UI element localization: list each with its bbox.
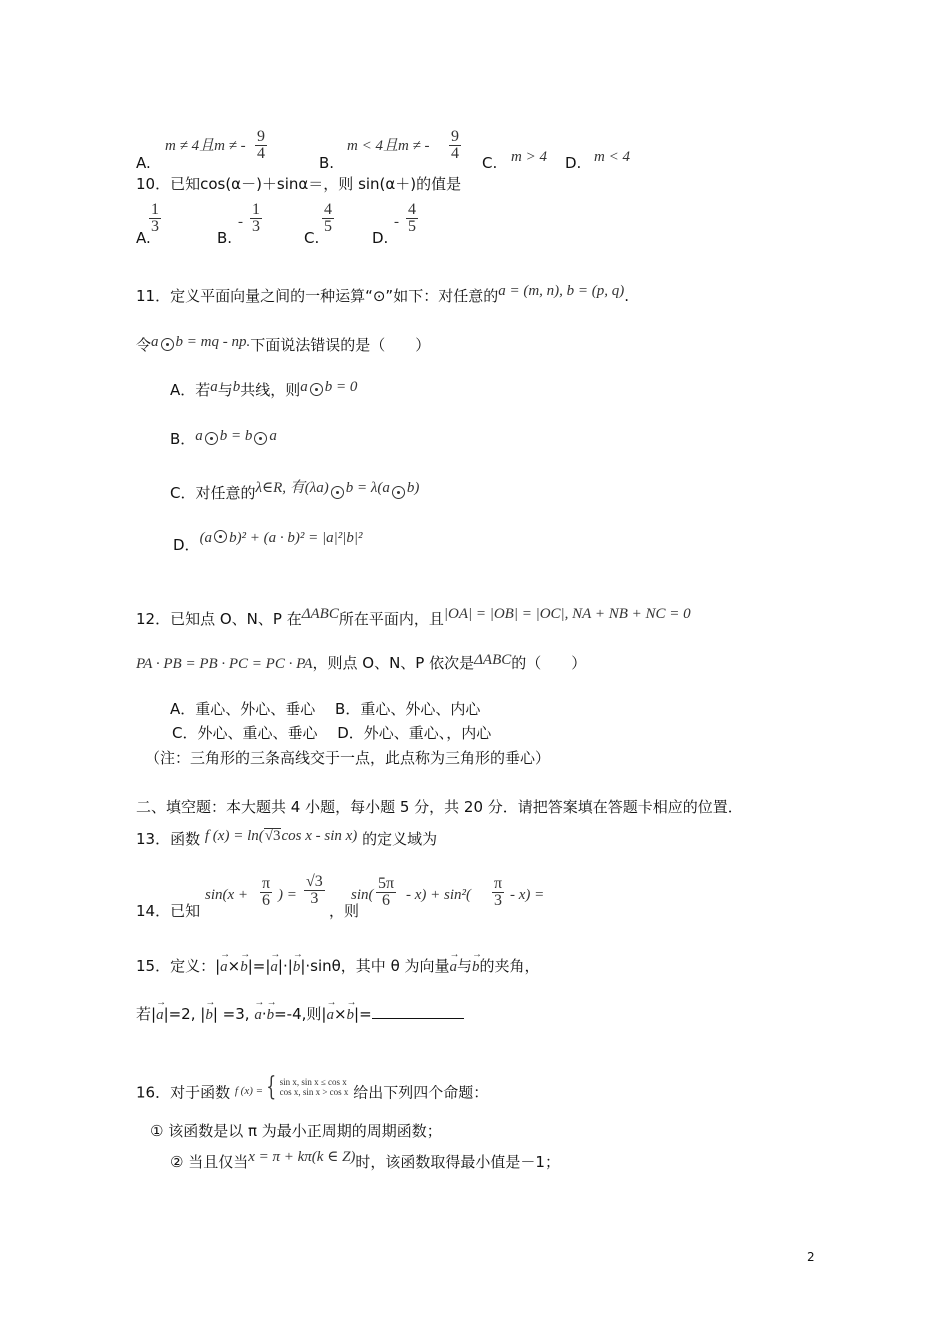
vector-b-icon: → b <box>267 1005 275 1023</box>
q9-option-d-expr: m < 4 <box>594 149 630 165</box>
q15-answer-blank[interactable] <box>372 1018 464 1019</box>
vector-a-icon: → a <box>450 957 458 975</box>
vector-a-icon: → a <box>220 957 228 975</box>
q10-option-d-fraction: $\frac{4}{5}$ <box>408 201 416 235</box>
vector-b-icon: → b <box>347 1005 355 1023</box>
q14-frac-pi-3: $\frac{\pi}{3}$ <box>494 875 503 909</box>
q9-option-a-fraction: $\frac{9}{4}$ <box>257 128 265 162</box>
q11-option-b: B．a b = b a <box>170 428 277 448</box>
vector-a-icon: → a <box>254 1005 262 1023</box>
q9-option-a-expr: m ≠ 4且m ≠ - <box>165 138 246 154</box>
q10-option-d-label: D. <box>372 229 389 247</box>
odot-operator-icon <box>161 338 174 351</box>
q12-dot-products: PA · PB = PB · PC = PC · PA <box>136 656 313 672</box>
q15-line2: 若|→ a|=2, |→ b| =3, → a·→ b=-4,则|→ a×→ b|= <box>136 1005 464 1023</box>
odot-operator-icon <box>392 486 405 499</box>
odot-operator-icon <box>214 530 227 543</box>
q13: 13．函数 f (x) = ln(√3cos x - sin x) 的定义域为 <box>136 828 438 848</box>
brace-icon: { <box>266 1072 277 1102</box>
section2-heading: 二、填空题：本大题共 4 小题，每小题 5 分，共 20 分．请把答案填在答题卡相应的位置． <box>136 798 743 816</box>
q10-option-c-label: C. <box>304 229 320 247</box>
q9-option-c-expr: m > 4 <box>511 149 547 165</box>
sqrt-icon: √3 <box>264 828 281 844</box>
q12-condition: |OA| = |OB| = |OC|, NA + NB + NC = 0 <box>443 606 691 622</box>
q10-option-a-label: A. <box>136 229 151 247</box>
odot-operator-icon <box>205 432 218 445</box>
q16-item-2: ② 当且仅当x = π + kπ(k ∈ Z)时，该函数取得最小值是－1； <box>170 1149 560 1171</box>
q10-option-a-fraction: $\frac{1}{3}$ <box>151 201 159 235</box>
q11-definition: 令a b = mq - np.下面说法错误的是（ ） <box>136 334 431 354</box>
q15-line1: 15．定义：|→ a×→ b|=|→ a|·|→ b|·sinθ，其中 θ 为向量→ a与→ b的夹角， <box>136 957 540 975</box>
q14-frac-sqrt3-3: $\frac{√3}{3}$ <box>306 873 323 907</box>
q11-stem: 11．定义平面向量之间的一种运算“⊙”如下：对任意的a = (m, n), b = (p, q). <box>136 283 630 305</box>
vector-a-icon: → a <box>156 1005 164 1023</box>
odot-operator-icon <box>331 486 344 499</box>
q11-vector-def: a = (m, n), b = (p, q) <box>498 283 625 299</box>
odot-operator-icon <box>254 432 267 445</box>
q12-line2: PA · PB = PB · PC = PC · PA，则点 O、N、P 依次是ΔABC的（ ） <box>136 652 587 672</box>
q9-option-b-fraction: $\frac{9}{4}$ <box>451 128 459 162</box>
q10-stem: 10．已知cos(α－)＋sinα＝，则 sin(α＋)的值是 <box>136 175 462 193</box>
vector-a-icon: → a <box>270 957 278 975</box>
q9-option-c-label: C. <box>482 154 498 172</box>
q12-options-ab: A．重心、外心、垂心 B．重心、外心、内心 <box>170 700 481 718</box>
q9-option-b-expr: m < 4且m ≠ - <box>347 138 430 154</box>
q16-stem: 16．对于函数 $^{f (x) =}$ { sin x, sin x ≤ cos x cos x, sin x > cos x 给出下列四个命题： <box>136 1072 489 1102</box>
vector-b-icon: → b <box>205 1005 213 1023</box>
q9-option-a-label: A. <box>136 154 151 172</box>
q10-option-b-fraction: $\frac{1}{3}$ <box>252 201 260 235</box>
page-number: 2 <box>807 1250 815 1264</box>
q14-frac-pi-6: $\frac{\pi}{6}$ <box>262 875 271 909</box>
q11-option-a: A．若a与b共线，则a b = 0 <box>170 379 358 399</box>
q9-option-b-label: B. <box>319 154 335 172</box>
q9-option-d-label: D. <box>565 154 582 172</box>
vector-b-icon: → b <box>293 957 301 975</box>
q11-option-c: C．对任意的λ∈R, 有(λa) b = λ(a b) <box>170 480 420 502</box>
q14-frac-5pi-6: $\frac{5\pi}{6}$ <box>378 875 395 909</box>
q10-option-b-minus: - <box>238 214 243 230</box>
vector-b-icon: → b <box>472 957 480 975</box>
q10-option-d-minus: - <box>394 214 399 230</box>
q12-stem: 12．已知点 O、N、P 在ΔABC所在平面内，且|OA| = |OB| = |OC|, NA + NB + NC = 0 <box>136 606 691 628</box>
odot-operator-icon <box>310 383 323 396</box>
q10-option-b-label: B. <box>217 229 233 247</box>
q12-note: （注：三角形的三条高线交于一点，此点称为三角形的垂心） <box>145 749 551 767</box>
vector-b-icon: → b <box>240 957 248 975</box>
q11-option-d: D．(a b)² + (a · b)² = |a|²|b|² <box>173 530 363 554</box>
q16-item-1: ① 该函数是以 π 为最小正周期的周期函数； <box>150 1122 442 1140</box>
q12-options-cd: C．外心、重心、垂心 D．外心、重心、，内心 <box>172 724 492 742</box>
q10-option-c-fraction: $\frac{4}{5}$ <box>324 201 332 235</box>
vector-a-icon: → a <box>326 1005 334 1023</box>
